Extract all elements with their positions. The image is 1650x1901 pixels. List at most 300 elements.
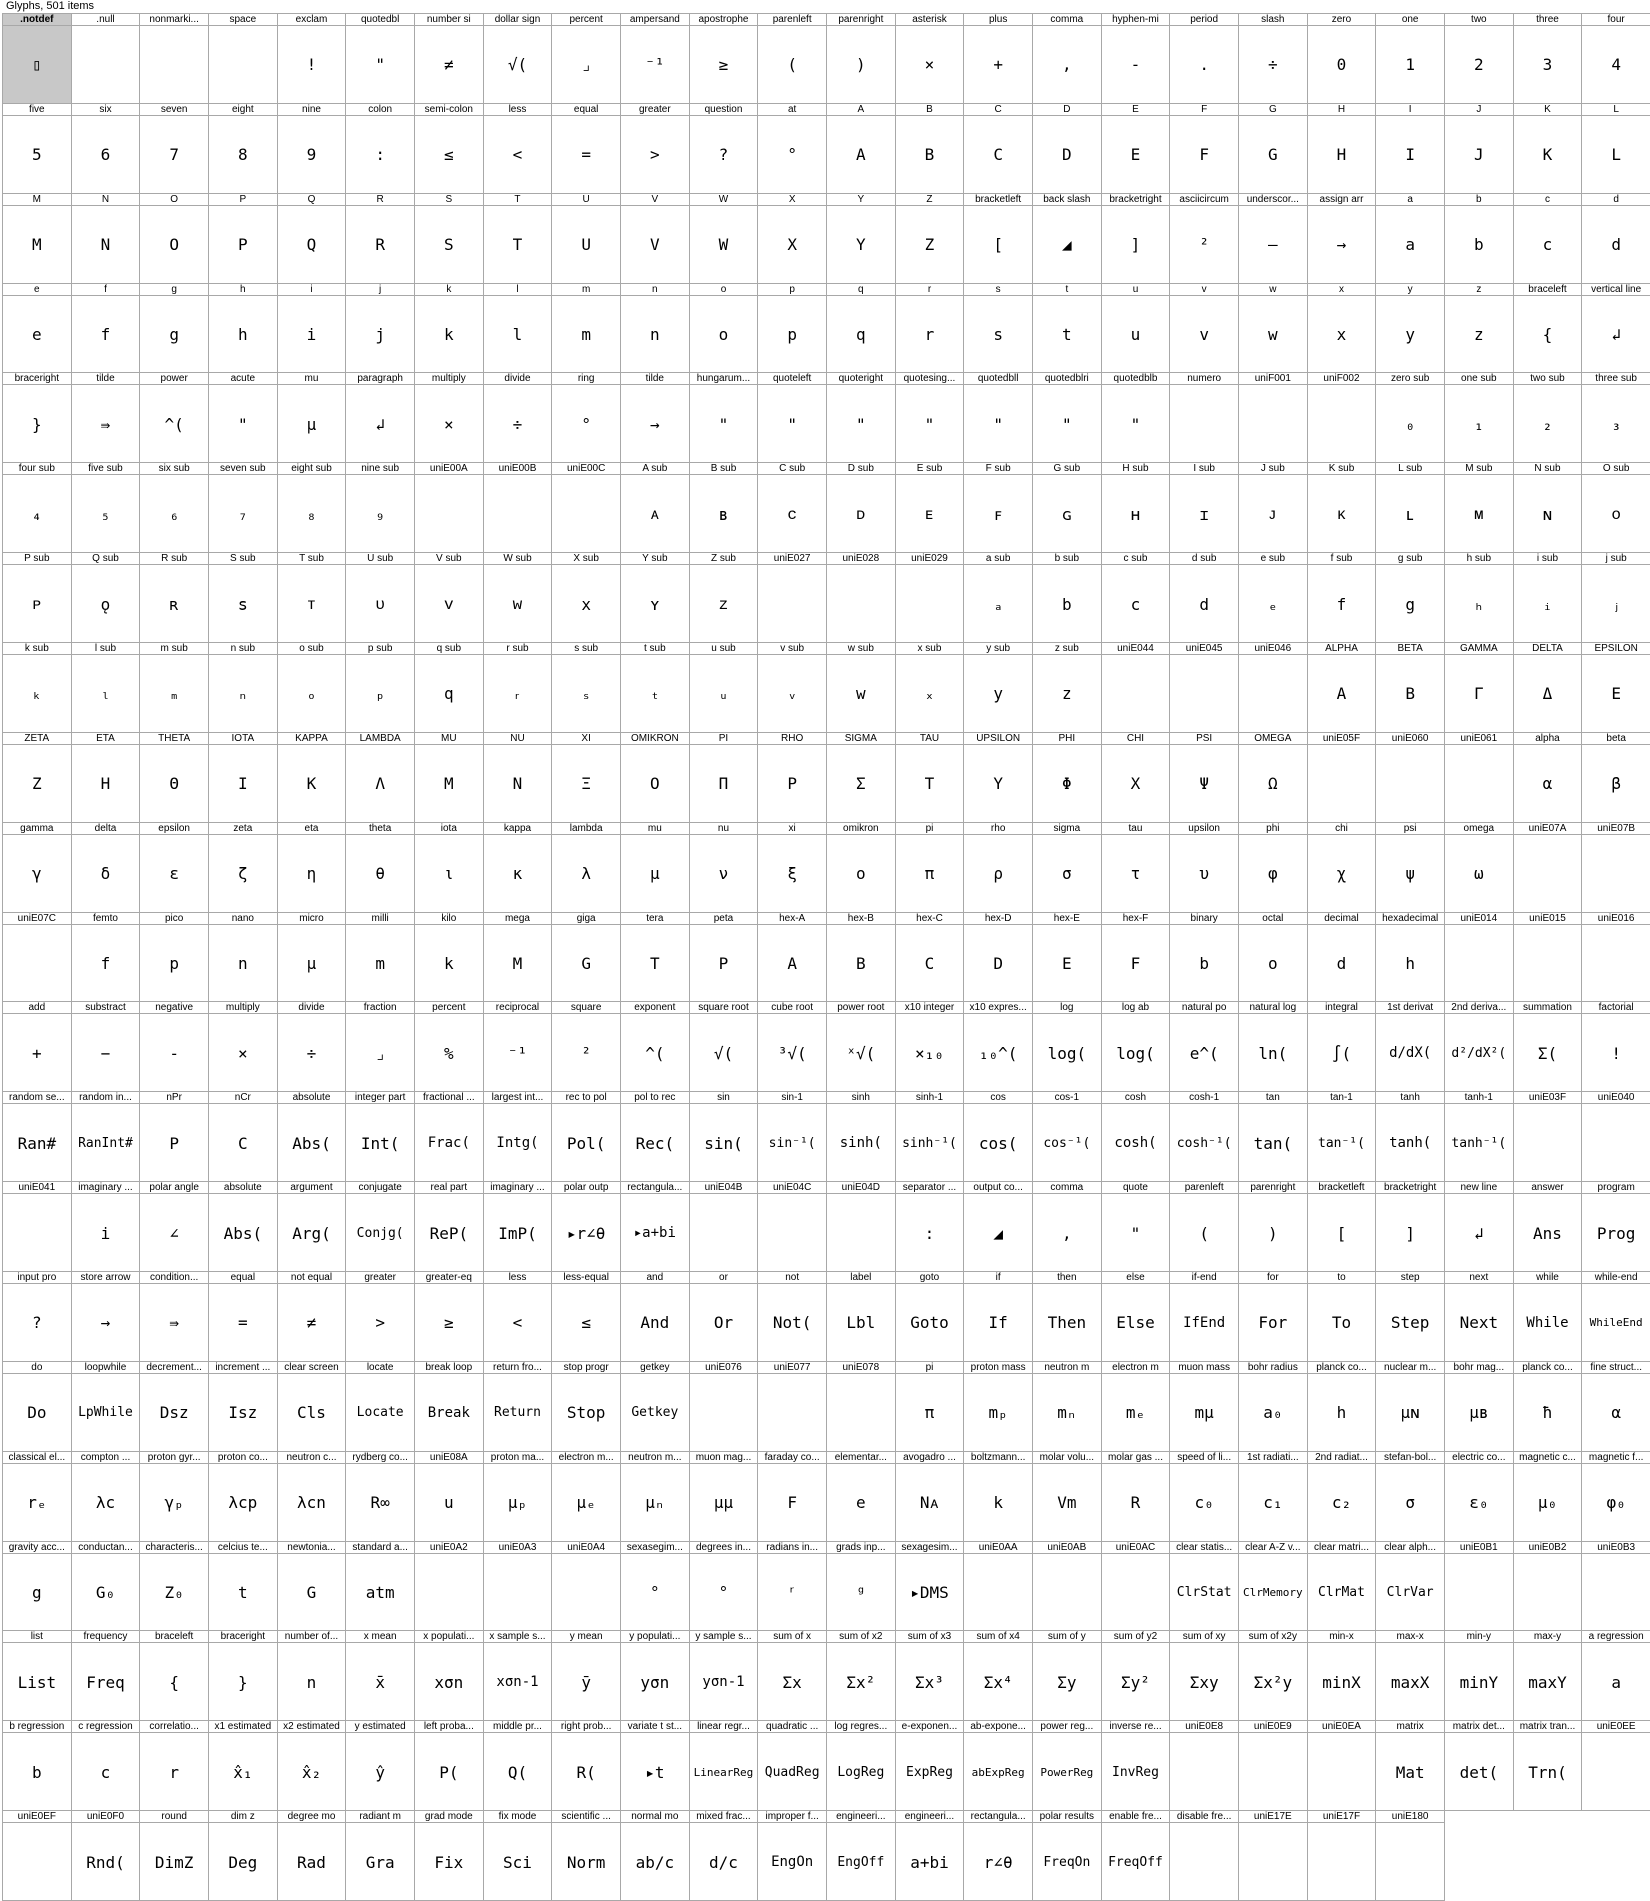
- glyph-cell[interactable]: [551, 1630, 621, 1721]
- glyph-cell[interactable]: [1513, 1630, 1583, 1721]
- glyph-cell[interactable]: [1375, 1451, 1445, 1542]
- glyph-cell[interactable]: [483, 1091, 553, 1182]
- glyph-cell[interactable]: [1581, 372, 1650, 463]
- glyph-cell[interactable]: [208, 1181, 278, 1272]
- glyph-cell[interactable]: [1513, 732, 1583, 823]
- glyph-cell[interactable]: [1513, 1091, 1583, 1182]
- glyph-cell[interactable]: [1581, 193, 1650, 284]
- glyph-cell[interactable]: [620, 1810, 690, 1901]
- glyph-cell[interactable]: [414, 732, 484, 823]
- glyph-cell[interactable]: [551, 1541, 621, 1632]
- glyph-cell[interactable]: [277, 1091, 347, 1182]
- glyph-cell[interactable]: [1032, 1001, 1102, 1092]
- glyph-cell[interactable]: [689, 1361, 759, 1452]
- glyph-cell[interactable]: [1238, 732, 1308, 823]
- glyph-cell[interactable]: [345, 1451, 415, 1542]
- glyph-cell[interactable]: [1101, 1810, 1171, 1901]
- glyph-cell[interactable]: [71, 13, 141, 104]
- glyph-cell[interactable]: [757, 103, 827, 194]
- glyph-cell[interactable]: [963, 822, 1033, 913]
- glyph-cell[interactable]: [1307, 462, 1377, 553]
- glyph-cell[interactable]: [963, 1810, 1033, 1901]
- glyph-cell[interactable]: [2, 193, 72, 284]
- glyph-cell[interactable]: [1581, 642, 1650, 733]
- glyph-cell[interactable]: [1032, 1361, 1102, 1452]
- glyph-cell[interactable]: [1101, 1001, 1171, 1092]
- glyph-cell[interactable]: [345, 462, 415, 553]
- glyph-cell[interactable]: [345, 1361, 415, 1452]
- glyph-cell[interactable]: [2, 1271, 72, 1362]
- glyph-cell[interactable]: [620, 1361, 690, 1452]
- glyph-cell[interactable]: [551, 732, 621, 823]
- glyph-cell[interactable]: [1375, 462, 1445, 553]
- glyph-cell[interactable]: [1032, 193, 1102, 284]
- glyph-cell[interactable]: [1032, 1451, 1102, 1542]
- glyph-cell[interactable]: [414, 1810, 484, 1901]
- glyph-cell[interactable]: [1513, 193, 1583, 284]
- glyph-cell[interactable]: [1032, 1810, 1102, 1901]
- glyph-cell[interactable]: [483, 1271, 553, 1362]
- glyph-cell[interactable]: [1238, 283, 1308, 374]
- glyph-cell[interactable]: [2, 552, 72, 643]
- glyph-cell[interactable]: [620, 193, 690, 284]
- glyph-cell[interactable]: [689, 372, 759, 463]
- glyph-cell[interactable]: [1444, 642, 1514, 733]
- glyph-cell[interactable]: [71, 1181, 141, 1272]
- glyph-cell[interactable]: [689, 1630, 759, 1721]
- glyph-cell[interactable]: [1032, 1630, 1102, 1721]
- glyph-cell[interactable]: [71, 193, 141, 284]
- glyph-cell[interactable]: [483, 552, 553, 643]
- glyph-cell[interactable]: [689, 103, 759, 194]
- glyph-cell[interactable]: [1444, 1091, 1514, 1182]
- glyph-cell[interactable]: [414, 912, 484, 1003]
- glyph-cell[interactable]: [1101, 822, 1171, 913]
- glyph-cell[interactable]: [963, 1720, 1033, 1811]
- glyph-cell[interactable]: [208, 462, 278, 553]
- glyph-cell[interactable]: [1581, 822, 1650, 913]
- glyph-cell[interactable]: [826, 1271, 896, 1362]
- glyph-cell[interactable]: [826, 462, 896, 553]
- glyph-cell[interactable]: [208, 822, 278, 913]
- glyph-cell[interactable]: [895, 1091, 965, 1182]
- glyph-cell[interactable]: [1169, 1541, 1239, 1632]
- glyph-cell[interactable]: [277, 103, 347, 194]
- glyph-cell[interactable]: [1032, 642, 1102, 733]
- glyph-cell[interactable]: [1169, 642, 1239, 733]
- glyph-cell[interactable]: [1307, 193, 1377, 284]
- glyph-cell[interactable]: [689, 732, 759, 823]
- glyph-cell[interactable]: [483, 1541, 553, 1632]
- glyph-cell[interactable]: [414, 1091, 484, 1182]
- glyph-cell[interactable]: [2, 1181, 72, 1272]
- glyph-cell[interactable]: [2, 912, 72, 1003]
- glyph-cell[interactable]: [139, 1271, 209, 1362]
- glyph-cell[interactable]: [1307, 642, 1377, 733]
- glyph-cell[interactable]: [1032, 552, 1102, 643]
- glyph-cell[interactable]: [1307, 1091, 1377, 1182]
- glyph-cell[interactable]: [139, 462, 209, 553]
- glyph-cell[interactable]: [757, 1181, 827, 1272]
- glyph-cell[interactable]: [345, 103, 415, 194]
- glyph-cell[interactable]: [71, 732, 141, 823]
- glyph-cell[interactable]: [1581, 1541, 1650, 1632]
- glyph-cell[interactable]: [1307, 822, 1377, 913]
- glyph-cell[interactable]: [1375, 552, 1445, 643]
- glyph-cell[interactable]: [689, 642, 759, 733]
- glyph-cell[interactable]: [963, 103, 1033, 194]
- glyph-cell[interactable]: [620, 1181, 690, 1272]
- glyph-cell[interactable]: [208, 283, 278, 374]
- glyph-cell[interactable]: [139, 1810, 209, 1901]
- glyph-cell[interactable]: [1581, 732, 1650, 823]
- glyph-cell[interactable]: [1307, 1271, 1377, 1362]
- glyph-cell[interactable]: [963, 912, 1033, 1003]
- glyph-cell[interactable]: [277, 912, 347, 1003]
- glyph-cell[interactable]: [620, 1091, 690, 1182]
- glyph-cell[interactable]: [483, 13, 553, 104]
- glyph-cell[interactable]: [345, 372, 415, 463]
- glyph-cell[interactable]: [551, 822, 621, 913]
- glyph-cell[interactable]: [483, 1181, 553, 1272]
- glyph-cell[interactable]: [689, 283, 759, 374]
- glyph-cell[interactable]: [620, 1271, 690, 1362]
- glyph-cell[interactable]: [1307, 372, 1377, 463]
- glyph-cell[interactable]: [895, 1630, 965, 1721]
- glyph-cell[interactable]: [277, 1630, 347, 1721]
- glyph-cell[interactable]: [1513, 912, 1583, 1003]
- glyph-cell[interactable]: [620, 1720, 690, 1811]
- glyph-cell[interactable]: [551, 103, 621, 194]
- glyph-cell[interactable]: [2, 283, 72, 374]
- glyph-cell[interactable]: [757, 912, 827, 1003]
- glyph-cell[interactable]: [1101, 283, 1171, 374]
- glyph-cell[interactable]: [345, 1181, 415, 1272]
- glyph-cell[interactable]: [345, 912, 415, 1003]
- glyph-cell[interactable]: [139, 193, 209, 284]
- glyph-cell[interactable]: [1307, 912, 1377, 1003]
- glyph-cell[interactable]: [551, 372, 621, 463]
- glyph-cell[interactable]: [963, 193, 1033, 284]
- glyph-cell[interactable]: [277, 13, 347, 104]
- glyph-cell[interactable]: [1101, 1181, 1171, 1272]
- glyph-cell[interactable]: [2, 1451, 72, 1542]
- glyph-cell[interactable]: [345, 732, 415, 823]
- glyph-cell[interactable]: [139, 1181, 209, 1272]
- glyph-cell[interactable]: [620, 13, 690, 104]
- glyph-cell[interactable]: [139, 1451, 209, 1542]
- glyph-cell[interactable]: [414, 552, 484, 643]
- glyph-cell[interactable]: [1238, 912, 1308, 1003]
- glyph-cell[interactable]: [963, 1091, 1033, 1182]
- glyph-cell[interactable]: [1238, 1271, 1308, 1362]
- glyph-cell[interactable]: [1444, 822, 1514, 913]
- glyph-cell[interactable]: [1375, 1630, 1445, 1721]
- glyph-cell[interactable]: [2, 1091, 72, 1182]
- glyph-cell[interactable]: [1581, 1091, 1650, 1182]
- glyph-cell[interactable]: [1169, 1271, 1239, 1362]
- glyph-cell[interactable]: [277, 1720, 347, 1811]
- glyph-cell[interactable]: [1169, 462, 1239, 553]
- glyph-cell[interactable]: [1444, 13, 1514, 104]
- glyph-cell[interactable]: [1375, 193, 1445, 284]
- glyph-cell[interactable]: [71, 1810, 141, 1901]
- glyph-cell[interactable]: [1513, 1451, 1583, 1542]
- glyph-cell[interactable]: [483, 1720, 553, 1811]
- glyph-cell[interactable]: [895, 193, 965, 284]
- glyph-cell[interactable]: [963, 283, 1033, 374]
- glyph-cell[interactable]: [1581, 552, 1650, 643]
- glyph-cell[interactable]: [963, 372, 1033, 463]
- glyph-cell[interactable]: [483, 462, 553, 553]
- glyph-cell[interactable]: [895, 732, 965, 823]
- glyph-cell[interactable]: [1513, 1541, 1583, 1632]
- glyph-cell[interactable]: [1375, 1001, 1445, 1092]
- glyph-cell[interactable]: [1238, 1091, 1308, 1182]
- glyph-cell[interactable]: [1101, 1630, 1171, 1721]
- glyph-cell[interactable]: [1101, 13, 1171, 104]
- glyph-cell[interactable]: [139, 822, 209, 913]
- glyph-cell[interactable]: [895, 462, 965, 553]
- glyph-cell[interactable]: [895, 822, 965, 913]
- glyph-cell[interactable]: [345, 1271, 415, 1362]
- glyph-cell[interactable]: [1581, 103, 1650, 194]
- glyph-cell[interactable]: [963, 732, 1033, 823]
- glyph-cell[interactable]: [1375, 1810, 1445, 1901]
- glyph-cell[interactable]: [71, 1451, 141, 1542]
- glyph-cell[interactable]: [1238, 103, 1308, 194]
- glyph-cell[interactable]: [1307, 552, 1377, 643]
- glyph-cell[interactable]: [1238, 1720, 1308, 1811]
- glyph-cell[interactable]: [826, 1451, 896, 1542]
- glyph-cell[interactable]: [1513, 1001, 1583, 1092]
- glyph-cell[interactable]: [1238, 462, 1308, 553]
- glyph-cell[interactable]: [71, 1001, 141, 1092]
- glyph-cell[interactable]: [1444, 1630, 1514, 1721]
- glyph-cell[interactable]: [208, 1361, 278, 1452]
- glyph-cell[interactable]: [1238, 1810, 1308, 1901]
- glyph-cell[interactable]: [1101, 642, 1171, 733]
- glyph-cell[interactable]: [1375, 642, 1445, 733]
- glyph-cell[interactable]: [757, 1001, 827, 1092]
- glyph-cell[interactable]: [1375, 912, 1445, 1003]
- glyph-cell[interactable]: [208, 642, 278, 733]
- glyph-cell[interactable]: [689, 1720, 759, 1811]
- glyph-cell[interactable]: [139, 1091, 209, 1182]
- glyph-cell[interactable]: [71, 912, 141, 1003]
- glyph-cell[interactable]: [1169, 1091, 1239, 1182]
- glyph-cell[interactable]: [551, 1001, 621, 1092]
- glyph-cell[interactable]: [345, 822, 415, 913]
- glyph-cell[interactable]: [826, 1091, 896, 1182]
- glyph-cell[interactable]: [2, 1810, 72, 1901]
- glyph-cell[interactable]: [1238, 1541, 1308, 1632]
- glyph-cell[interactable]: [483, 732, 553, 823]
- glyph-cell[interactable]: [2, 1720, 72, 1811]
- glyph-cell[interactable]: [1032, 912, 1102, 1003]
- glyph-cell[interactable]: [1375, 103, 1445, 194]
- glyph-cell[interactable]: [483, 1810, 553, 1901]
- glyph-cell[interactable]: [277, 372, 347, 463]
- glyph-cell[interactable]: [1375, 372, 1445, 463]
- glyph-cell[interactable]: [414, 372, 484, 463]
- glyph-cell[interactable]: [483, 193, 553, 284]
- glyph-cell[interactable]: [345, 13, 415, 104]
- glyph-cell[interactable]: [2, 103, 72, 194]
- glyph-cell[interactable]: [345, 1541, 415, 1632]
- glyph-cell[interactable]: [963, 552, 1033, 643]
- glyph-cell[interactable]: [895, 1810, 965, 1901]
- glyph-cell[interactable]: [1032, 1720, 1102, 1811]
- glyph-cell[interactable]: [1169, 1361, 1239, 1452]
- glyph-cell[interactable]: [1444, 1720, 1514, 1811]
- glyph-cell[interactable]: [826, 822, 896, 913]
- glyph-cell[interactable]: [620, 642, 690, 733]
- glyph-cell[interactable]: [2, 1001, 72, 1092]
- glyph-cell[interactable]: [71, 1630, 141, 1721]
- glyph-cell[interactable]: [414, 193, 484, 284]
- glyph-cell[interactable]: [414, 1361, 484, 1452]
- glyph-cell[interactable]: [208, 552, 278, 643]
- glyph-cell[interactable]: [1238, 642, 1308, 733]
- glyph-cell[interactable]: [1581, 283, 1650, 374]
- glyph-cell[interactable]: [963, 13, 1033, 104]
- glyph-cell[interactable]: [414, 1630, 484, 1721]
- glyph-cell[interactable]: [1101, 462, 1171, 553]
- glyph-cell[interactable]: [208, 1720, 278, 1811]
- glyph-cell[interactable]: [1375, 1091, 1445, 1182]
- glyph-cell[interactable]: [757, 1720, 827, 1811]
- glyph-cell[interactable]: [689, 1810, 759, 1901]
- glyph-cell[interactable]: [689, 1541, 759, 1632]
- glyph-cell[interactable]: [208, 103, 278, 194]
- glyph-cell[interactable]: [895, 1001, 965, 1092]
- glyph-cell[interactable]: [414, 1451, 484, 1542]
- glyph-cell[interactable]: [208, 1541, 278, 1632]
- glyph-cell[interactable]: [551, 1810, 621, 1901]
- glyph-cell[interactable]: [1169, 1810, 1239, 1901]
- glyph-cell[interactable]: [1444, 1271, 1514, 1362]
- glyph-cell[interactable]: [757, 1810, 827, 1901]
- glyph-cell[interactable]: [1032, 822, 1102, 913]
- glyph-cell[interactable]: [620, 1630, 690, 1721]
- glyph-cell[interactable]: [1169, 822, 1239, 913]
- glyph-cell[interactable]: [1101, 1271, 1171, 1362]
- glyph-cell[interactable]: [551, 912, 621, 1003]
- glyph-cell[interactable]: [277, 193, 347, 284]
- glyph-cell[interactable]: [1307, 1720, 1377, 1811]
- glyph-cell[interactable]: [277, 552, 347, 643]
- glyph-cell[interactable]: [826, 642, 896, 733]
- glyph-cell[interactable]: [1169, 552, 1239, 643]
- glyph-cell[interactable]: [1101, 193, 1171, 284]
- glyph-cell[interactable]: [620, 912, 690, 1003]
- glyph-cell[interactable]: [1581, 462, 1650, 553]
- glyph-cell[interactable]: [1444, 912, 1514, 1003]
- glyph-cell[interactable]: [551, 1091, 621, 1182]
- glyph-cell[interactable]: [963, 1541, 1033, 1632]
- glyph-cell[interactable]: [139, 1361, 209, 1452]
- glyph-cell[interactable]: [1581, 1271, 1650, 1362]
- glyph-cell[interactable]: [277, 1181, 347, 1272]
- glyph-cell[interactable]: [1513, 642, 1583, 733]
- glyph-cell[interactable]: [414, 1541, 484, 1632]
- glyph-cell[interactable]: [826, 193, 896, 284]
- glyph-cell[interactable]: [895, 1541, 965, 1632]
- glyph-cell[interactable]: [71, 552, 141, 643]
- glyph-cell[interactable]: [1581, 13, 1650, 104]
- glyph-cell[interactable]: [139, 372, 209, 463]
- glyph-cell[interactable]: [826, 103, 896, 194]
- glyph-cell[interactable]: [1307, 13, 1377, 104]
- glyph-cell[interactable]: [1169, 193, 1239, 284]
- glyph-cell[interactable]: [1032, 1541, 1102, 1632]
- glyph-cell[interactable]: [1238, 822, 1308, 913]
- glyph-cell[interactable]: [483, 1361, 553, 1452]
- glyph-cell[interactable]: [71, 103, 141, 194]
- glyph-cell[interactable]: [1032, 103, 1102, 194]
- glyph-cell[interactable]: [345, 1630, 415, 1721]
- glyph-cell[interactable]: [1581, 1361, 1650, 1452]
- glyph-cell[interactable]: [826, 1541, 896, 1632]
- glyph-cell[interactable]: [1101, 1720, 1171, 1811]
- glyph-cell[interactable]: [1238, 372, 1308, 463]
- glyph-cell[interactable]: [757, 193, 827, 284]
- glyph-cell[interactable]: [689, 1091, 759, 1182]
- glyph-cell[interactable]: [1444, 1001, 1514, 1092]
- glyph-cell[interactable]: [551, 1271, 621, 1362]
- glyph-cell[interactable]: [757, 13, 827, 104]
- glyph-cell[interactable]: [551, 1361, 621, 1452]
- glyph-cell[interactable]: [757, 1541, 827, 1632]
- glyph-cell[interactable]: [689, 912, 759, 1003]
- glyph-cell[interactable]: [963, 1630, 1033, 1721]
- glyph-cell[interactable]: [895, 1451, 965, 1542]
- glyph-cell[interactable]: [71, 1541, 141, 1632]
- glyph-cell[interactable]: [139, 103, 209, 194]
- glyph-cell[interactable]: [620, 822, 690, 913]
- glyph-cell[interactable]: [757, 642, 827, 733]
- glyph-cell[interactable]: [826, 372, 896, 463]
- glyph-cell[interactable]: [139, 912, 209, 1003]
- glyph-cell[interactable]: [1581, 1181, 1650, 1272]
- glyph-cell[interactable]: [1238, 13, 1308, 104]
- glyph-cell[interactable]: [1444, 1451, 1514, 1542]
- glyph-cell[interactable]: [483, 372, 553, 463]
- glyph-cell[interactable]: [2, 1361, 72, 1452]
- glyph-cell[interactable]: [1238, 1630, 1308, 1721]
- glyph-cell[interactable]: [277, 822, 347, 913]
- glyph-cell[interactable]: [208, 13, 278, 104]
- glyph-cell[interactable]: [551, 462, 621, 553]
- glyph-cell[interactable]: [2, 13, 72, 104]
- glyph-cell[interactable]: [1513, 822, 1583, 913]
- glyph-cell[interactable]: [551, 13, 621, 104]
- glyph-cell[interactable]: [963, 1181, 1033, 1272]
- glyph-cell[interactable]: [414, 822, 484, 913]
- glyph-cell[interactable]: [1513, 103, 1583, 194]
- glyph-cell[interactable]: [620, 1541, 690, 1632]
- glyph-cell[interactable]: [2, 1541, 72, 1632]
- glyph-cell[interactable]: [1169, 103, 1239, 194]
- glyph-cell[interactable]: [414, 642, 484, 733]
- glyph-cell[interactable]: [757, 732, 827, 823]
- glyph-cell[interactable]: [963, 1361, 1033, 1452]
- glyph-cell[interactable]: [277, 283, 347, 374]
- glyph-cell[interactable]: [689, 822, 759, 913]
- glyph-cell[interactable]: [620, 552, 690, 643]
- glyph-cell[interactable]: [277, 732, 347, 823]
